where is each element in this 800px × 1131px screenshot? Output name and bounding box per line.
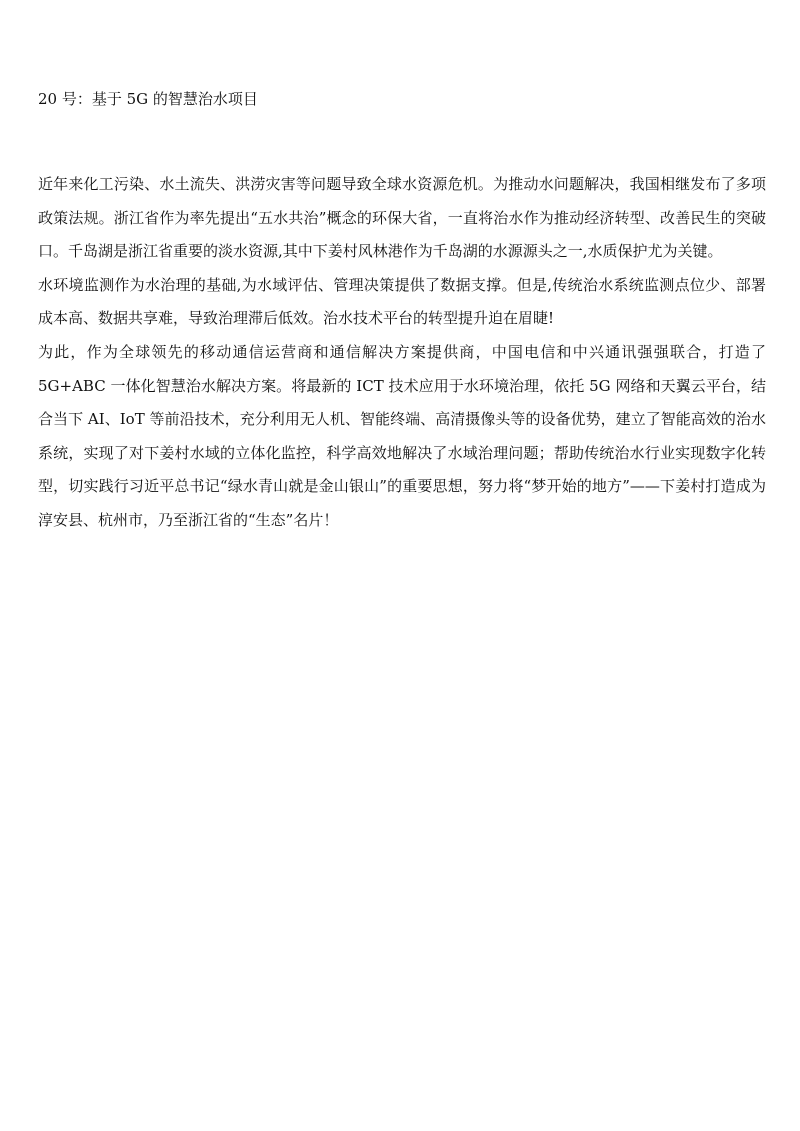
paragraph-background: 近年来化工污染、水土流失、洪涝灾害等问题导致全球水资源危机。为推动水问题解决，我国相继发布了多项政策法规。浙江省作为率先提出“五水共治”概念的环保大省，一直将治水作为推动经济转型、改善民生的突破口。千岛湖是浙江省重要的淡水资源,其中下姜村风林港作为千岛湖的水源源头之一,水质保护尤为关键。: [38, 175, 766, 261]
document-title: 20 号：基于 5G 的智慧治水项目: [38, 90, 258, 108]
paragraph-solution: 为此，作为全球领先的移动通信运营商和通信解决方案提供商，中国电信和中兴通讯强强联合，打造了 5G+ABC 一体化智慧治水解决方案。将最新的 ICT 技术应用于水环境治理，依托 5G 网络和天翼云平台，结合当下 AI、IoT 等前沿技术，充分利用无人机、智能终端、高清摄像头等的设备优势，建立了智能高效的治水系统，实现了对下姜村水域的立体化监控，科学高效地解决了水域治理问题；帮助传统治水行业实现数字化转型，切实践行习近平总书记“绿水青山就是金山银山”的重要思想，努力将“梦开始的地方”——下姜村打造成为淳安县、杭州市，乃至浙江省的“生态”名片！: [38, 342, 766, 529]
paragraph-monitoring: 水环境监测作为水治理的基础,为水域评估、管理决策提供了数据支撑。但是,传统治水系统监测点位少、部署成本高、数据共享难，导致治理滞后低效。治水技术平台的转型提升迫在眉睫!: [38, 275, 766, 328]
document-body: [38, 168, 766, 538]
